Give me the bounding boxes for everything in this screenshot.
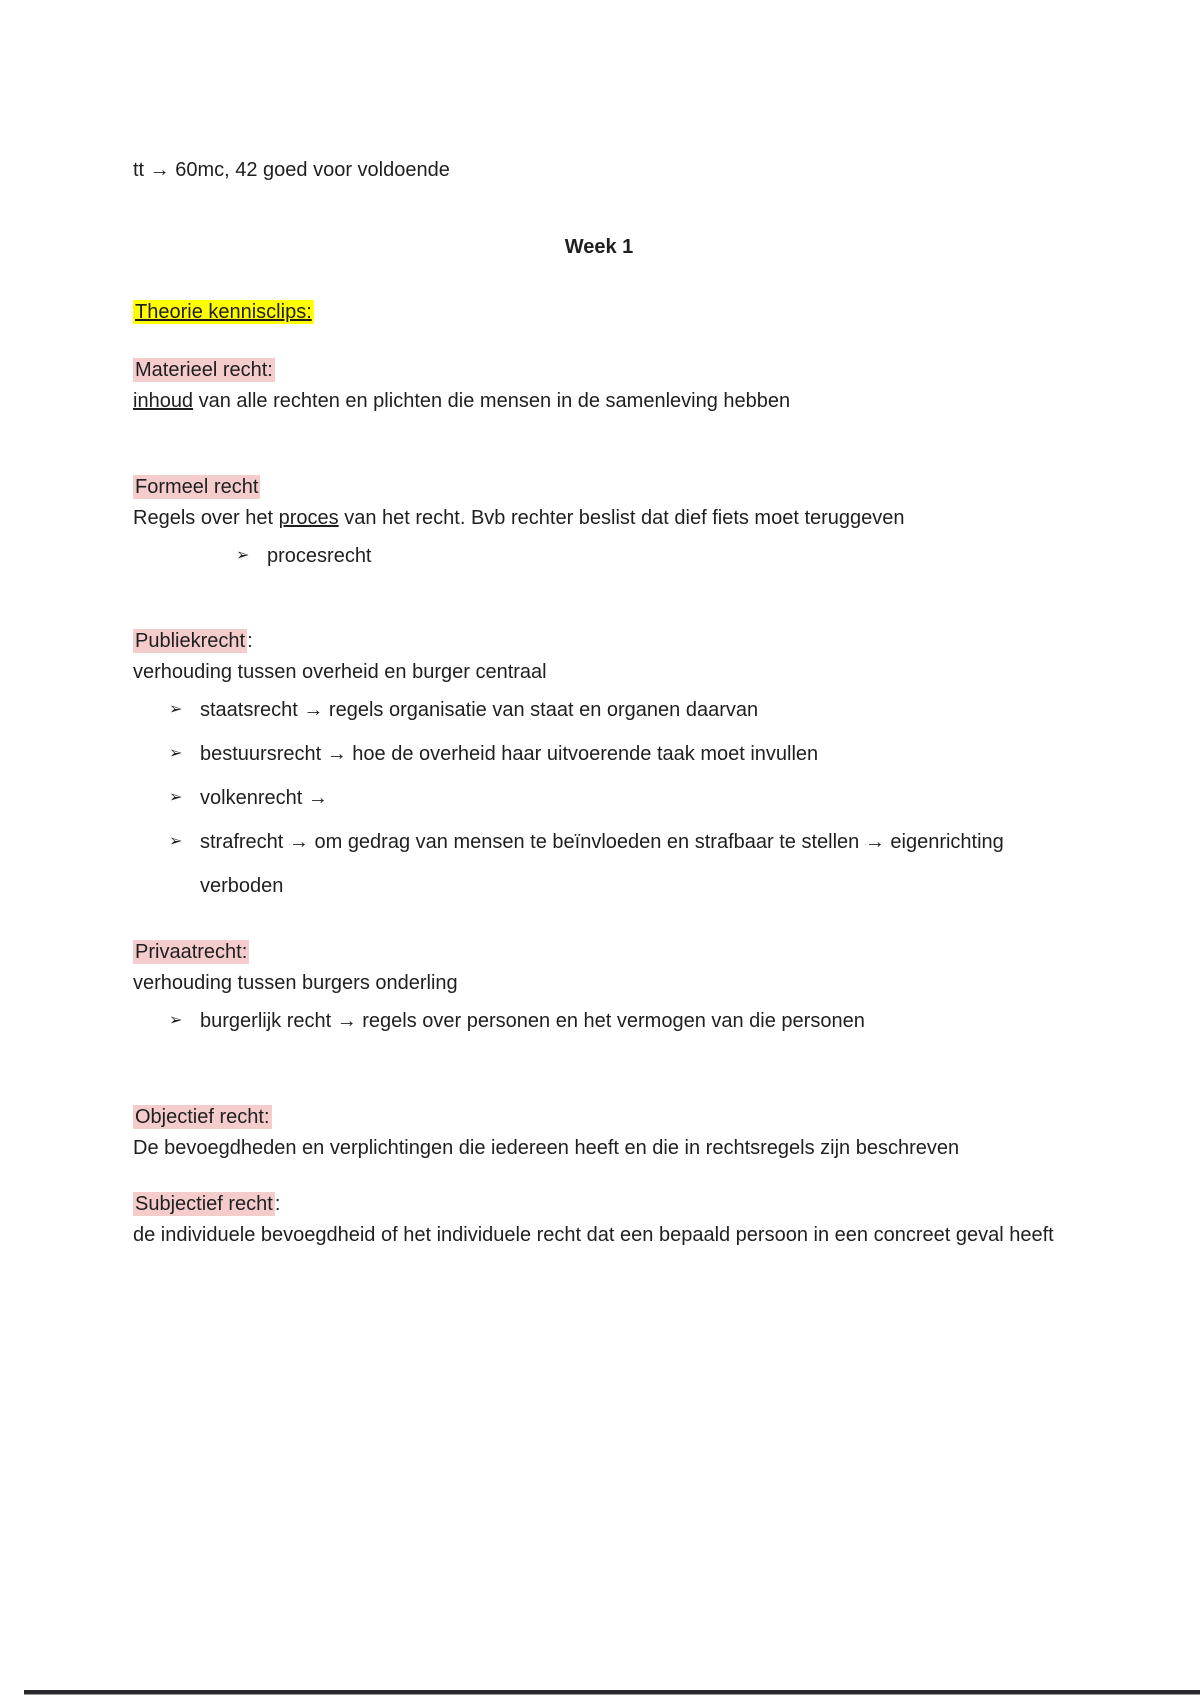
section-body: verhouding tussen burgers onderling xyxy=(133,972,458,994)
heading-suffix: : xyxy=(274,1193,281,1215)
list-item xyxy=(133,534,1065,578)
bullet-list xyxy=(133,534,1065,578)
underlined-word: inhoud xyxy=(133,390,194,412)
section-heading xyxy=(133,1102,1065,1133)
arrow-bullet-icon: ➢ xyxy=(169,701,183,718)
pink-highlight: Subjectief recht xyxy=(135,1193,273,1215)
pink-highlight: Formeel recht xyxy=(135,476,259,498)
section-body: de individuele bevoegdheid of het individuele recht dat een bepaald persoon in een concreet geval heeft xyxy=(133,1224,1054,1246)
arrow-bullet-icon: ➢ xyxy=(169,789,183,806)
pink-highlight: Materieel recht: xyxy=(135,359,273,381)
heading-suffix: : xyxy=(247,630,253,652)
list-item-text: staatsrecht → regels organisatie van staat en organen daarvan xyxy=(200,699,759,721)
yellow-highlight: Theorie kennisclips: xyxy=(135,301,312,323)
list-item-text: volkenrecht → xyxy=(200,787,328,809)
section-publiekrecht xyxy=(133,626,1065,908)
pink-highlight: Objectief recht: xyxy=(135,1106,270,1128)
list-item-text: procesrecht xyxy=(267,545,372,567)
section-heading xyxy=(133,937,1065,968)
pink-highlight: Publiekrecht xyxy=(135,630,246,652)
top-note: tt → 60mc, 42 goed voor voldoende xyxy=(133,159,450,181)
section-privaatrecht xyxy=(133,937,1065,1043)
page-bottom-edge xyxy=(24,1690,1200,1695)
list-item xyxy=(133,688,1065,732)
body-text: van alle rechten en plichten die mensen in de samenleving hebben xyxy=(193,390,791,412)
list-item-text: burgerlijk recht → regels over personen en het vermogen van die personen xyxy=(200,1010,865,1032)
arrow-bullet-icon: ➢ xyxy=(169,1012,183,1029)
bullet-list xyxy=(133,999,1065,1043)
section-formeel-recht xyxy=(133,472,1065,578)
list-item-text: bestuursrecht → hoe de overheid haar uitvoerende taak moet invullen xyxy=(200,743,819,765)
arrow-bullet-icon: ➢ xyxy=(169,745,183,762)
theorie-kennisclips-heading xyxy=(133,297,1065,328)
section-body: verhouding tussen overheid en burger centraal xyxy=(133,661,547,683)
section-body: De bevoegdheden en verplichtingen die iedereen heeft en die in rechtsregels zijn beschreven xyxy=(133,1137,960,1159)
bullet-list xyxy=(133,688,1065,908)
list-item xyxy=(133,820,1065,908)
list-item xyxy=(133,732,1065,776)
section-body xyxy=(133,386,1065,417)
list-item xyxy=(133,776,1065,820)
arrow-bullet-icon: ➢ xyxy=(169,833,183,850)
arrow-bullet-icon: ➢ xyxy=(236,547,250,564)
body-text: Regels over het xyxy=(133,507,279,529)
section-heading xyxy=(133,472,1065,503)
section-objectief-recht xyxy=(133,1102,1065,1164)
section-materieel-recht xyxy=(133,355,1065,417)
section-heading xyxy=(133,355,1065,386)
section-heading xyxy=(133,626,1065,657)
week-title: Week 1 xyxy=(564,236,634,258)
list-item xyxy=(133,999,1065,1043)
section-subjectief-recht xyxy=(133,1189,1065,1251)
section-heading xyxy=(133,1189,1065,1220)
pink-highlight: Privaatrecht: xyxy=(135,941,248,963)
list-item-text: strafrecht → om gedrag van mensen te beïnvloeden en strafbaar te stellen → eigenrichting verboden xyxy=(200,831,1004,897)
section-body xyxy=(133,503,1065,534)
body-text: van het recht. Bvb rechter beslist dat dief fiets moet teruggeven xyxy=(338,507,905,529)
underlined-word: proces xyxy=(278,507,339,529)
